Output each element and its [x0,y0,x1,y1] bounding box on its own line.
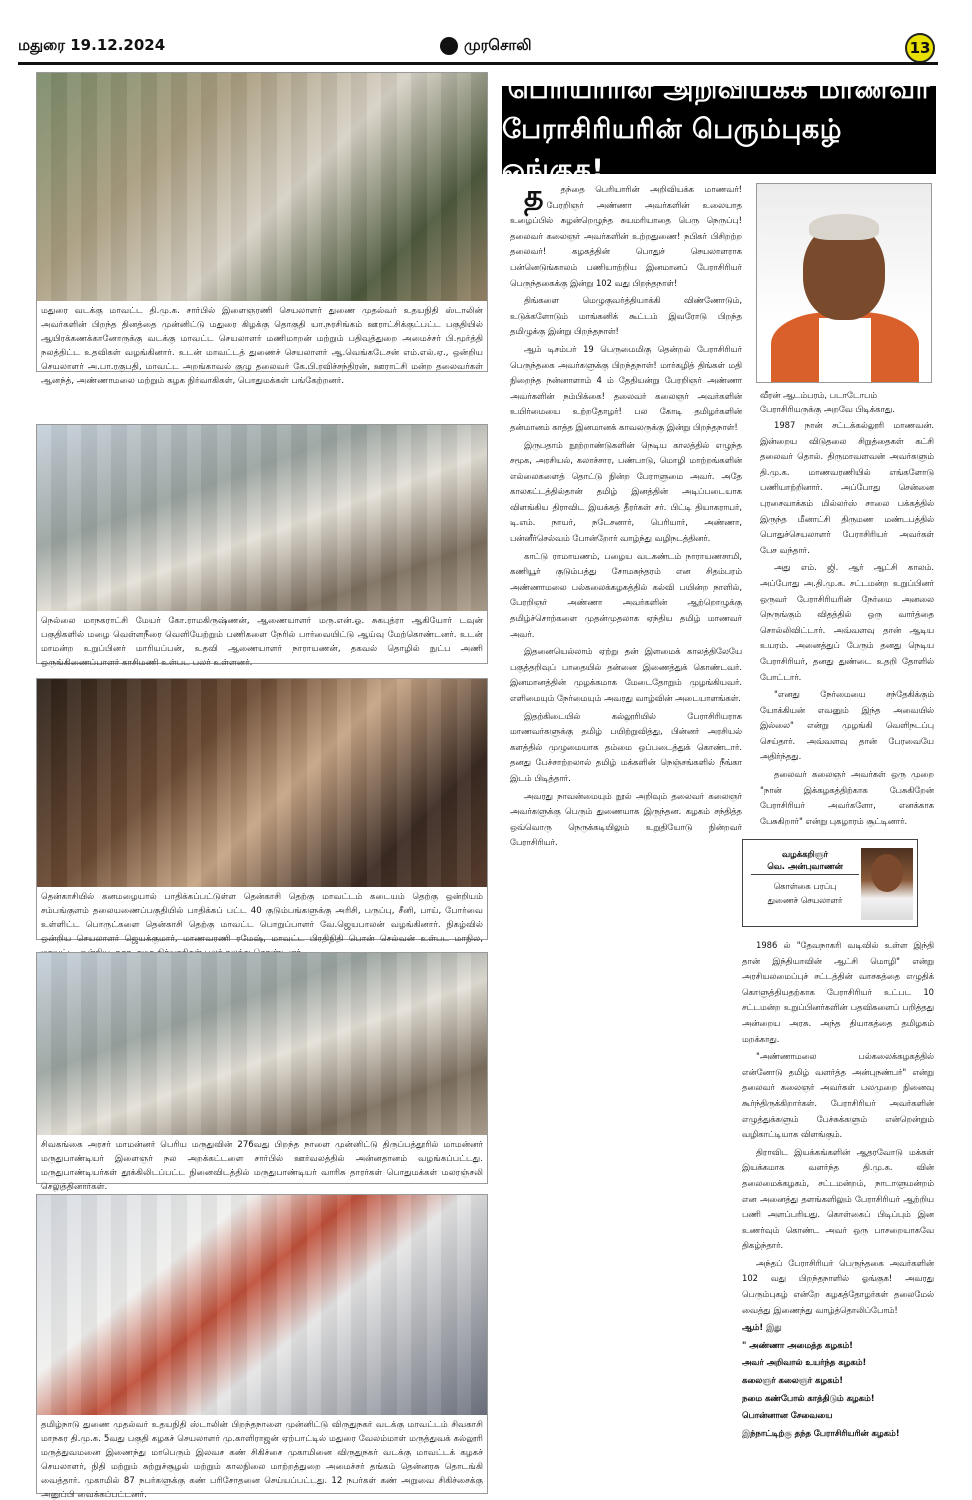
author-role: துணைச் செயலாளர் [767,895,843,905]
photo-story-1 [36,72,488,386]
article-paragraph: அது எம். ஜி. ஆர் ஆட்சி காலம். அப்போது அ.தி.மு.க. சட்டமன்ற உறுப்பினர் ஒருவர் பேராசிரியரின் நேர்மை அனலை நெருங்கும் விதத்தில் ஒரு வார்த்தை சொல்லிவிட்டார். அவ்வளவு தான் ஆடிய உயரம். அனைத்துப் பேரும் தனது நெடிய பேராசிரியர், தனது துண்டை உதறி தோளில் போட்டார். [760,562,934,682]
author-title: வழக்கறிஞர் [781,849,829,859]
photo-caption: சிவகங்கை அரசர் மாமன்னர் பெரிய மருதுவின் 276வது பிறந்த நாளை முன்னிட்டு திருப்பத்தூரில் மாமன்னர் மருதுபாண்டியர் இளைஞர் நல அறக்கட்டளை சார்பில் ஊர்வலத்தில் அன்னதானம் வழங்கப்பட்டது. மருதுபாண்டியர்கள் தூக்கிலிடப்பட்ட நினைவிடத்தில் மருதுபாண்டியர் வாரிசு தாரர்கள் பொதுமக்கள் மலரஞ்சலி செலுத்தினார்கள். [41,1140,483,1192]
photo-caption: நெல்லை மாநகராட்சி மேயர் கோ.ராமகிருஷ்ணன், ஆணையாளர் மரு.என்.ஓ. சுகபுத்ரா ஆகியோர் டவுன் பகுதிகளில் மழை வெள்ளநீரை வெளியேற்றும் பணிகளை நேரில் பார்வையிட்டு ஆய்வு மேற்கொண்டனர். உடன் மாமன்ற உறுப்பினர் மாரியப்பன், உதவி ஆணையாளர் நாராயணன், தகவல் தொழில் நுட்ப அணி ஒருங்கிணைப்பாளர் காசிமணி உள்பட பலர் உள்ளனர். [41,616,483,668]
slogan-line: பொன்னான சேவையை [742,1410,833,1421]
article-column-3 [760,418,934,833]
article-paragraph: அந்தப் பேராசிரியர் பெருந்தகை அவர்களின் 102 வது பிறந்தநாளில் ஓங்குக! அவரது பெரும்புகழ் என்றே கழகத்தோழர்கள் தலைமேல் வைத்து இணைந்து வாழ்த்தொலிப்போம்! [742,1257,934,1315]
slogan-line: ஆம்! இது [742,1322,782,1333]
photo-eye-camp [37,1195,487,1415]
headline-line-1: பெரியாரின் அறிவியக்க மாணவர் [507,74,931,105]
author-divider [751,874,859,875]
article-paragraph: திராவிட இயக்கங்களின் ஆதரவோடு மக்கள் இயக்கமாக வளர்ந்த தி.மு.க. வின் தலைமைக்கழகம், சட்டமன்றம், நாடாளுமன்றம் என அனைத்து தளங்களிலும் பேராசிரியர் ஆற்றிய பணி அளப்பரியது. கொள்கைப் பிடிப்பும் இன உணர்வும் கொண்ட அவர் ஒரு பாசறையாகவே திகழ்ந்தார். [742,1146,934,1251]
photo-annadhanam [37,953,487,1135]
article-paragraph: "அண்ணாமலை பல்கலைக்கழகத்தில் என்னோடு தமிழ் வளர்த்த அன்புநண்பர்" என்று தலைவர் கலைஞர் அவர்கள் பலமுறை நினைவு கூர்ந்திருக்கிறார்கள். பேராசிரியர் அவர்களின் எழுத்துக்களும் பேச்சுக்களும் என்றென்றும் வழிகாட்டியாக விளங்கும். [742,1051,934,1140]
author-role: கொள்கை பரப்பு [773,881,837,891]
photo-story-3 [36,678,488,944]
professor-portrait [756,183,932,383]
article-paragraph: அவரது நாவன்மையும் நூல் அறிவும் தலைவர் கலைஞர் அவர்களுக்கு பெரும் துணையாக இருந்தன. கழகம் சந்தித்த ஒவ்வொரு நெருக்கடியிலும் உறுதியோடு நின்றவர் பேராசிரியர். [510,790,742,848]
photo-story-2 [36,424,488,668]
newspaper-logo-icon [440,37,458,55]
page-header [0,0,972,62]
photo-flood-inspection [37,425,487,611]
quote-attribution [760,831,934,833]
slogan-line: கலைஞர் கலைஞர் கழகம்! [742,1375,844,1386]
photo-caption: தமிழ்நாடு துணை முதல்வர் உதயநிதி ஸ்டாலின் பிறந்தநாளை முன்னிட்டு விருதுநகர் வடக்கு மாவட்டம் சிவகாசி மாநகர தி.மு.க. 5வது பகுதி கழகச் செயலாளர் மு.காளிராஜன் ஏற்பாட்டில் மதுரை வேலம்மாள் மருத்துவக் கல்லூரி மருத்துவமனை இணைந்து மாபெரும் இலவச கண் சிகிச்சை முகாமினை விருதுநகர் வடக்கு மாவட்டக் கழகச் செயலாளர், நிதி மற்றும் சுற்றுச்சூழல் மற்றும் காலநிலை மாற்றத்துறை அமைச்சர் தங்கம் தென்னரசு தொடங்கி வைத்தார். முகாமில் 87 நபர்களுக்கு கண் பரிசோதனை செய்யப்பட்டது. 12 நபர்கள் கண் அறுவை சிகிச்சைக்கு அனுப்பி வைக்கப்பட்டனர். [41,1420,483,1500]
newspaper-name [440,36,532,56]
article-column-1 [510,182,742,1492]
article-paragraph: 1987 நான் சட்டக்கல்லூரி மாணவன். இன்றைய விடுதலை சிறுத்தைகள் கட்சி தலைவர் தொல். திருமாவளவன் அவர்களும் தி.மு.க. மாணவரணியில் எங்களோடு பணியாற்றினார். அப்போது சென்னை புரசைவாக்கம் மில்லர்ஸ் சாலை பக்கத்தில் இருந்த மீனாட்சி திருமண மண்டபத்தில் பொதுச்செயலாளர் பேராசிரியர் அவர்கள் பேச வந்தார். [760,420,934,555]
article-paragraph: இதனையெல்லாம் ஏற்று தன் இளமைக் காலத்திலேயே பகுத்தறிவுப் பாதையில் தன்னை இணைத்துக் கொண்டவர். இனமானத்தின் முழக்கமாக மேடைதோறும் முழங்கியவர். எளிமையும் நேர்மையும் அவரது வாழ்வின் அடையாளங்கள். [510,646,742,703]
article-paragraph: இருபதாம் நூற்றாண்டுகளின் நெடிய காலத்தில் எழுந்த சமூக, அரசியல், கலாச்சார, பண்பாடு, மொழி மாற்றங்களின் எல்லைகளைத் தொட்டு நின்ற பேராளுமை அவர். அதே காலகட்டத்தில்தான் தமிழ் இனத்தின் அடிப்படையாக விளங்கிய திராவிட இயக்கத் தீரர்கள் சர். பிட்டி தியாகராயர், டி.எம். நாயர், நடேசனார், பெரியார், அண்ணா, பன்னீர்செல்வம் போன்றோர் வாழ்ந்து வழிநடத்தினர். [510,439,742,544]
photo-caption: மதுரை வடக்கு மாவட்ட தி.மு.க. சார்பில் இளைஞரணி செயலாளர் துணை முதல்வர் உதயநிதி ஸ்டாலின் அவர்களின் பிறந்த தினத்தை முன்னிட்டு மதுரை கிழக்கு தொகுதி யா.நரசிங்கம் ஊராட்சிக்குட்பட்ட பகுதியில் ஆயிரக்கணக்கானோருக்கு வடக்கு மாவட்ட செயலாளர் மணிமாறன் மற்றும் பதிவுத்துறை அமைச்சர் பி.மூர்த்தி நலத்திட்ட உதவிகள் வழங்கினார். உடன் மாவட்டத் துணைச் செயலாளர் ஆ.வெங்கடேசன் எம்.எல்.ஏ., ஒன்றிய செயலாளர் அ.பா.ரகுபதி, மாவட்ட அறங்காவல் குழு தலைவர் கே.பி.ரவிச்சந்திரன், ஊராட்சி மன்ற தலைவர்கள் ஆனந்த், அண்ணாமலை மற்றும் கழக நிர்வாகிகள், பொதுமக்கள் பங்கேற்றனர். [41,306,483,386]
slogan-line: அவர் அறிவால் உயர்ந்த கழகம்! [742,1357,867,1368]
article-paragraph: ஆம் டிசம்பர் 19 பெருமைமிகு தென்றல் பேராசிரியர் பெருந்தகை அவர்களுக்கு பிறந்தநாள்! மார்கழித் திங்கள் மதி நிறைந்த நன்னாளாம் 4 ம் தேதியன்று பேரறிஞர் அண்ணா அவர்களின் நம்பிக்கை! தலைவர் கலைஞர் அவர்களின் உயிர்மையை உற்றதோழர்! பல கோடி தமிழர்களின் தன்மானம் காத்த இனமானக் காவலருக்கு இன்று பிறந்தநாள்! [510,343,742,432]
photo-welfare-distribution [37,73,487,301]
article-headline [502,74,936,185]
author-byline-box [742,839,918,927]
article-paragraph: இதற்கிடையில் கல்லூரியில் பேராசிரியராக மாணவர்களுக்கு தமிழ் பயிற்றுவித்து, பின்னர் அரசியல் களத்தில் முழுமையாக தம்மை ஒப்படைத்துக் கொண்டார். தனது பேச்சாற்றலால் தமிழ் மக்களின் நெஞ்சங்களில் நீங்கா இடம் பிடித்தார். [510,710,742,783]
photo-story-5 [36,1194,488,1500]
article-paragraph: திங்களை மெழுகுவர்த்தியாக்கி விண்ணோடும், உடுக்களோடும் மாங்கனிக் கூட்டம் இவரோடு பிறந்த தமிழுக்கு இன்று பிறந்தநாள்! [510,295,742,337]
article-paragraph: காட்டு ராமாயணம், பழைய வடகண்டம் நாராயணசாமி, கணியூர் குடும்பத்து சோமசுந்தரம் என சிதம்பரம் அண்ணாமலை பல்கலைக்கழகத்தில் கல்வி பயின்ற நாளில், பேரறிஞர் அண்ணா அவர்களின் ஆற்றொழுக்கு தமிழ்ச்சொற்களை முதன்முதலாக ஏந்திய தமிழ் மாணவர் அவர். [510,550,742,639]
photo-story-4 [36,952,488,1192]
slogan-line: இந்நாட்டிற்கு தந்த பேராசிரியரின் கழகம்! [742,1427,900,1438]
page-number-badge: 13 [905,33,935,63]
edition-date: மதுரை 19.12.2024 [18,36,166,54]
paragraph-text: தந்தை பெரியாரின் அறிவியக்க மாணவர்! பேரறிஞர் அண்ணா அவர்களின் உலையாத உழைப்பில் சுழன்றெழுந்த சுயமரியாதை பெரு நெருப்பு! தலைவர் கலைஞர் அவர்களின் உற்றதுணை! நபிகர் பிசிறற்ற தலைவர்! கழகத்தின் பொதுச் செயலாளராக பன்னெடுங்காலம் பணியாற்றிய இனமானப் பேராசிரியர் பெருந்தகைக்கு இன்று 102 வது பிறந்தநாள்! [510,184,742,288]
author-photo [861,848,913,920]
slogan-line: " அண்ணா அமைத்த கழகம்! [742,1339,854,1350]
author-name: வெ. அன்புவாணன் [767,861,843,871]
newspaper-title: முரசொலி [464,36,532,54]
headline-line-2: பேராசிரியரின் பெரும்புகழ் ஓங்குக! [502,114,843,185]
slogan-line: நமை கண்போல் காத்திடும் கழகம்! [742,1392,875,1403]
header-divider [18,62,938,65]
article-column-4 [742,938,934,1493]
article-paragraph [510,182,742,291]
photo-caption: தென்காசியில் கனமழையால் பாதிக்கப்பட்டுள்ள தென்காசி தெற்கு மாவட்டம் கடையம் தெற்கு ஒன்றியம் சம்பங்குளம் தலையணைப்பகுதியில் பாதிக்கப் பட்ட 40 குடும்பங்களுக்கு அரிசி, பருப்பு, சீனி, பாய், போர்வை உள்ளிட்ட பொருட்களை தென்காசி தெற்கு மாவட்ட பொறுப்பாளர் வே.ஜெயபாலன் வழங்கினார். நிகழ்வில் ஒன்றிய செயலாளர் ஜெயக்குமார், மாணவரணி ரமேஷ், மாவட்ட பிரதிநிதி பொன் செல்வன் உள்பட மாநில, [41,892,483,944]
photo-relief-materials [37,679,487,887]
drop-cap: த [524,182,544,214]
article-paragraph: 1986 ல் "தேவநாகரி வடிவில் உள்ள இந்தி தான் இந்தியாவின் ஆட்சி மொழி" என்று அரசியலமைப்புச் சட்டத்தின் வாசகத்தை எழுதிக் கொளுத்தியதற்காக பேராசிரியர் உட்பட 10 சட்டமன்ற உறுப்பினர்களின் பதவிகளைப் பறித்தது அன்றைய அரசு. அந்த தியாகத்தை தமிழகம் மறக்காது. [742,940,934,1044]
article-paragraph: தலைவர் கலைஞர் அவர்கள் ஒரு முறை "நான் இக்கழகத்திற்காக பேசுகிறேன் பேராசிரியர் அவர்களோ, எனக்காக பேசுகிறார்" என்று புகழாரம் சூட்டினார். [760,769,934,826]
article-paragraph: "எனது நேர்மையை சந்தேகிக்கும் யோக்கியன் எவனும் இந்த அவையில் இல்லை" என்று முழங்கி வெளிநடப்பு செய்தார். அவ்வளவு தான் பேரவையே அதிர்ந்தது. [760,689,934,762]
portrait-adjacent-text: வீரன் ஆடம்பரம், படாடோபம் பேராசிரியருக்கு அறவே பிடிக்காது. [760,390,895,414]
